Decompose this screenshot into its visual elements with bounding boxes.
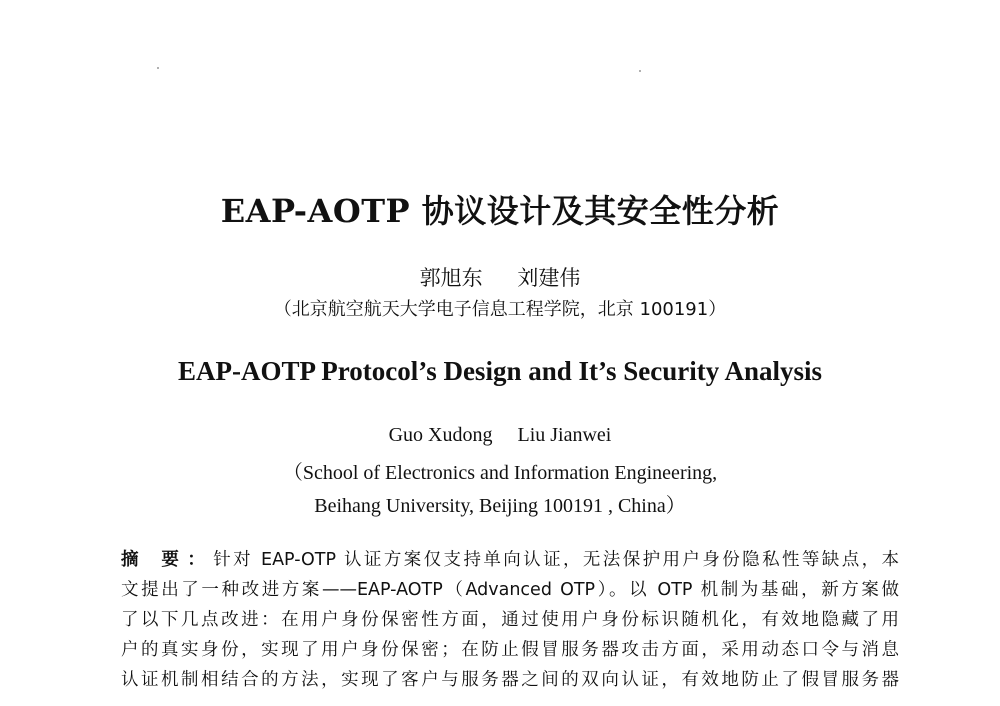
abstract-line [121, 545, 899, 575]
title-english: EAP-AOTP Protocol’s Design and It’s Security Analysis [177, 356, 823, 386]
affiliation-chinese: （北京航空航天大学电子信息工程学院，北京 100191） [273, 299, 727, 320]
abstract [121, 545, 899, 695]
abstract-line: 了以下几点改进：在用户身份保密性方面，通过使用户身份标识随机化，有效地隐藏了用 [121, 610, 899, 630]
authors-chinese [0, 262, 1000, 292]
abstract-line: 文提出了一种改进方案——EAP-AOTP（Advanced OTP）。以 OTP 机制为基础，新方案做 [121, 580, 899, 600]
abstract-label: 摘 要： [121, 550, 214, 570]
author-name: 郭旭东 [419, 266, 483, 290]
abstract-line: 认证机制相结合的方法，实现了客户与服务器之间的双向认证，有效地防止了假冒服务器 [121, 670, 899, 690]
authors-english [0, 424, 1000, 447]
scan-speck [639, 70, 641, 72]
abstract-line: 户的真实身份，实现了用户身份保密；在防止假冒服务器攻击方面，采用动态口令与消息 [121, 640, 899, 660]
affiliation-english-line: （School of Electronics and Information Engineering, [282, 462, 718, 484]
abstract-text: 针对 EAP-OTP 认证方案仅支持单向认证，无法保护用户身份隐私性等缺点，本 [213, 550, 899, 570]
author-name: Liu Jianwei [517, 424, 612, 446]
author-name: 刘建伟 [517, 266, 581, 290]
scan-speck [157, 67, 159, 69]
affiliation-english-line: Beihang University, Beijing 100191 , China） [314, 495, 686, 517]
author-name: Guo Xudong [388, 424, 493, 446]
title-chinese: EAP-AOTP 协议设计及其安全性分析 [220, 192, 780, 230]
